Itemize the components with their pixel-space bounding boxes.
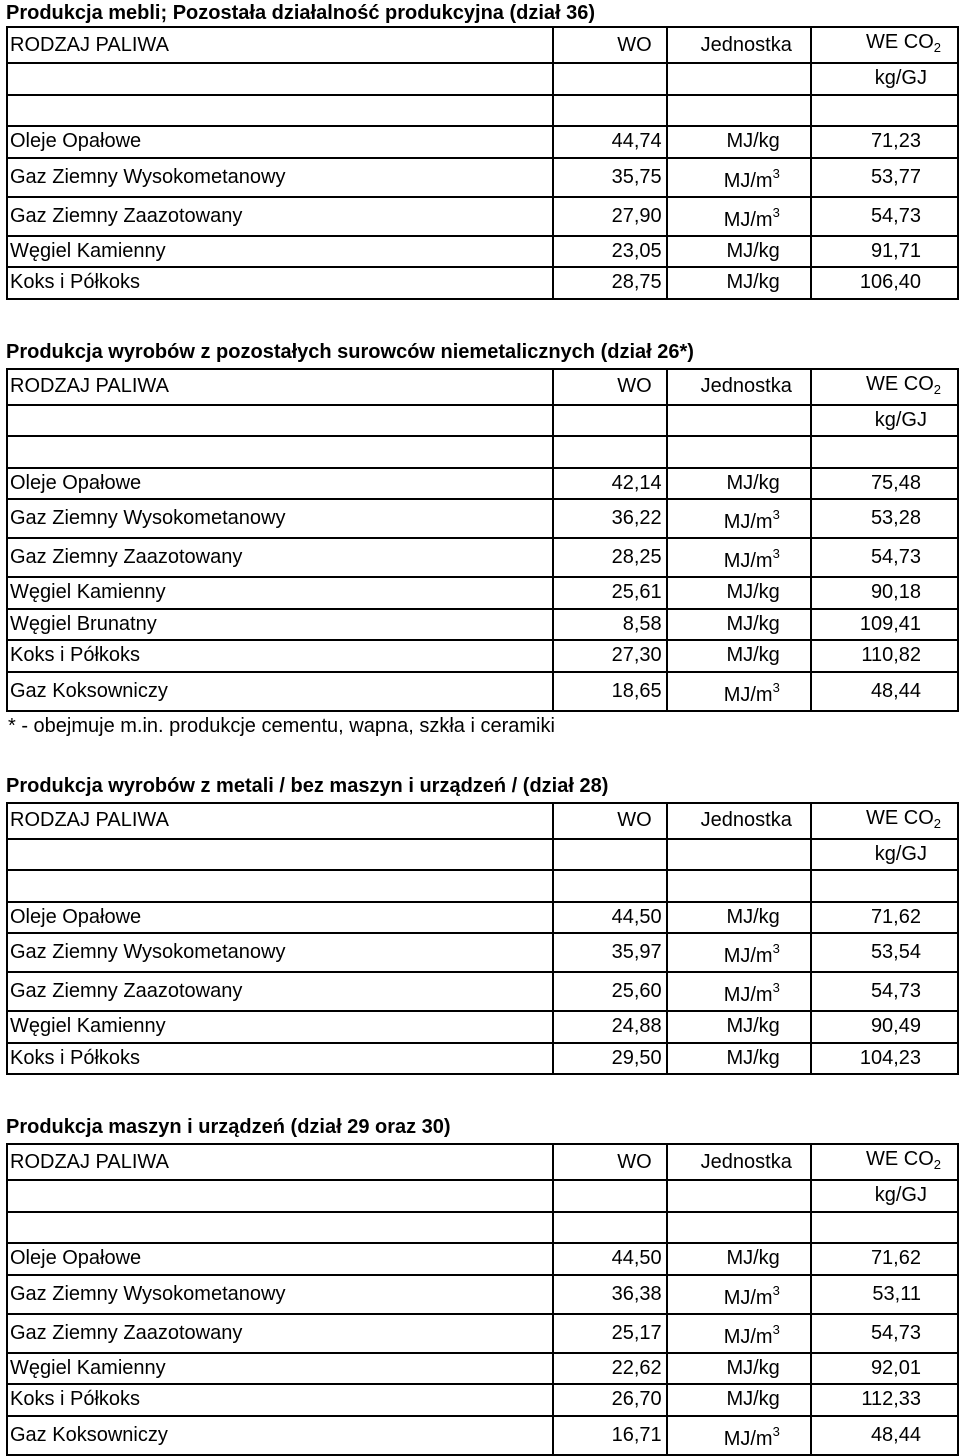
fuel-name: Oleje Opałowe [7, 1243, 553, 1275]
header-fuel-type: RODZAJ PALIWA [7, 27, 553, 63]
fuel-name: Gaz Ziemny Zaazotowany [7, 538, 553, 577]
fuel-name: Gaz Ziemny Wysokometanowy [7, 933, 553, 972]
unit-cell [667, 197, 811, 236]
empty-cell [7, 95, 553, 127]
unit-label: MJ/m [723, 208, 773, 231]
unit-cell [667, 1314, 811, 1353]
wo-value: 23,05 [553, 236, 667, 268]
header-we-unit: kg/GJ [811, 1180, 958, 1212]
footnote: * - obejmuje m.in. produkcje cementu, wapna, szkła i ceramiki [8, 714, 555, 737]
section-title: Produkcja maszyn i urządzeń (dział 29 oraz 30) [6, 1116, 451, 1138]
blank-row [7, 1212, 958, 1244]
table-row [7, 1416, 958, 1455]
unit-label: MJ/kg [726, 239, 780, 262]
unit-cell [667, 1043, 811, 1075]
fuel-name: Węgiel Kamienny [7, 1011, 553, 1043]
header-fuel-type: RODZAJ PALIWA [7, 803, 553, 839]
we-value: 104,23 [811, 1043, 958, 1075]
header-unit: Jednostka [667, 369, 811, 405]
we-value: 54,73 [811, 538, 958, 577]
table-row [7, 609, 958, 641]
fuel-name: Gaz Ziemny Zaazotowany [7, 1314, 553, 1353]
empty-cell [667, 405, 811, 437]
table-row [7, 1384, 958, 1416]
table-row [7, 538, 958, 577]
wo-value: 42,14 [553, 468, 667, 500]
fuel-name: Gaz Ziemny Zaazotowany [7, 972, 553, 1011]
fuel-table [6, 26, 959, 300]
wo-value: 29,50 [553, 1043, 667, 1075]
empty-cell [811, 436, 958, 468]
unit-cell [667, 972, 811, 1011]
header-unit: Jednostka [667, 803, 811, 839]
header-wo: WO [553, 803, 667, 839]
unit-label: MJ/kg [726, 471, 780, 494]
empty-cell [553, 1212, 667, 1244]
we-value: 112,33 [811, 1384, 958, 1416]
section-1 [6, 0, 958, 300]
empty-cell [667, 839, 811, 871]
we-value: 54,73 [811, 197, 958, 236]
wo-value: 25,60 [553, 972, 667, 1011]
fuel-name: Gaz Ziemny Zaazotowany [7, 197, 553, 236]
table-row [7, 499, 958, 538]
unit-superscript: 3 [772, 1321, 780, 1337]
we-value: 106,40 [811, 267, 958, 299]
unit-label: MJ/m [723, 169, 773, 192]
section-title: Produkcja mebli; Pozostała działalność produkcyjna (dział 36) [6, 2, 596, 24]
header-wo: WO [553, 27, 667, 63]
unit-label: MJ/kg [726, 1015, 780, 1038]
we-value: 92,01 [811, 1353, 958, 1385]
header-row [7, 27, 958, 63]
we-value: 109,41 [811, 609, 958, 641]
unit-label: MJ/kg [726, 271, 780, 294]
unit-label: MJ/m [723, 511, 773, 533]
section-title: Produkcja wyrobów z pozostałych surowców niemetalicznych (dział 26*) [6, 340, 694, 363]
fuel-name: Gaz Ziemny Wysokometanowy [7, 1275, 553, 1314]
we-value: 90,49 [811, 1011, 958, 1043]
table-row [7, 640, 958, 672]
wo-value: 24,88 [553, 1011, 667, 1043]
unit-superscript: 3 [772, 679, 780, 695]
unit-cell [667, 1243, 811, 1275]
table-row [7, 933, 958, 972]
fuel-table [6, 1143, 959, 1456]
wo-value: 28,75 [553, 267, 667, 299]
table-row [7, 236, 958, 268]
unit-cell [667, 1011, 811, 1043]
empty-cell [811, 1212, 958, 1244]
fuel-name: Węgiel Brunatny [7, 609, 553, 641]
unit-label: MJ/kg [726, 1046, 780, 1069]
header-we-subscript: 2 [933, 1157, 941, 1172]
unit-label: MJ/kg [726, 1356, 780, 1379]
empty-cell [7, 839, 553, 871]
table-row [7, 197, 958, 236]
header-we-subscript: 2 [933, 815, 941, 831]
unit-cell [667, 126, 811, 158]
wo-value: 8,58 [553, 609, 667, 641]
table-row [7, 1243, 958, 1275]
wo-value: 27,30 [553, 640, 667, 672]
unit-cell [667, 672, 811, 711]
wo-value: 28,25 [553, 538, 667, 577]
unit-superscript: 3 [772, 1423, 780, 1439]
unit-cell [667, 499, 811, 538]
we-value: 54,73 [811, 972, 958, 1011]
fuel-name: Węgiel Kamienny [7, 236, 553, 268]
header-we-co2 [811, 27, 958, 63]
header-row [7, 1144, 958, 1180]
unit-cell [667, 640, 811, 672]
unit-cell [667, 1353, 811, 1385]
we-value: 53,77 [811, 158, 958, 197]
fuel-name: Oleje Opałowe [7, 126, 553, 158]
wo-value: 35,75 [553, 158, 667, 197]
wo-value: 25,61 [553, 577, 667, 609]
header-we-co2 [811, 1144, 958, 1180]
fuel-name: Węgiel Kamienny [7, 577, 553, 609]
unit-cell [667, 1384, 811, 1416]
we-value: 75,48 [811, 468, 958, 500]
unit-superscript: 3 [772, 546, 780, 561]
wo-value: 18,65 [553, 672, 667, 711]
unit-superscript: 3 [772, 165, 780, 181]
unit-superscript: 3 [772, 941, 780, 956]
empty-cell [667, 63, 811, 95]
empty-cell [553, 95, 667, 127]
unit-cell [667, 236, 811, 268]
header-unit: Jednostka [667, 27, 811, 63]
empty-cell [7, 870, 553, 902]
wo-value: 44,50 [553, 902, 667, 934]
wo-value: 25,17 [553, 1314, 667, 1353]
unit-label: MJ/kg [726, 130, 780, 153]
table-row [7, 577, 958, 609]
unit-cell [667, 267, 811, 299]
table-row [7, 972, 958, 1011]
fuel-name: Węgiel Kamienny [7, 1353, 553, 1385]
table-row [7, 126, 958, 158]
empty-cell [7, 405, 553, 437]
fuel-name: Koks i Półkoks [7, 1043, 553, 1075]
wo-value: 35,97 [553, 933, 667, 972]
unit-label: MJ/m [723, 550, 773, 572]
header-we-label: WE CO [865, 372, 934, 395]
fuel-table [6, 368, 959, 712]
fuel-name: Koks i Półkoks [7, 640, 553, 672]
empty-cell [7, 1212, 553, 1244]
unit-cell [667, 609, 811, 641]
section-4 [6, 1111, 958, 1456]
table-row [7, 158, 958, 197]
we-value: 48,44 [811, 1416, 958, 1455]
header-fuel-type: RODZAJ PALIWA [7, 369, 553, 405]
empty-cell [553, 63, 667, 95]
fuel-name: Koks i Półkoks [7, 1384, 553, 1416]
fuel-name: Oleje Opałowe [7, 468, 553, 500]
unit-superscript: 3 [772, 1282, 780, 1298]
table-row [7, 1043, 958, 1075]
header-row [7, 803, 958, 839]
wo-value: 44,50 [553, 1243, 667, 1275]
header-row [7, 369, 958, 405]
empty-cell [553, 870, 667, 902]
header-we-co2 [811, 803, 958, 839]
unit-cell [667, 577, 811, 609]
header-wo: WO [553, 369, 667, 405]
empty-cell [667, 1212, 811, 1244]
wo-value: 26,70 [553, 1384, 667, 1416]
fuel-name: Gaz Ziemny Wysokometanowy [7, 158, 553, 197]
we-value: 91,71 [811, 236, 958, 268]
unit-superscript: 3 [772, 507, 780, 522]
unit-cell [667, 468, 811, 500]
empty-cell [7, 436, 553, 468]
we-value: 48,44 [811, 672, 958, 711]
fuel-name: Oleje Opałowe [7, 902, 553, 934]
we-value: 110,82 [811, 640, 958, 672]
wo-value: 36,38 [553, 1275, 667, 1314]
unit-superscript: 3 [772, 980, 780, 995]
empty-cell [553, 405, 667, 437]
empty-cell [667, 870, 811, 902]
table-row [7, 902, 958, 934]
we-value: 71,62 [811, 1243, 958, 1275]
header-we-label: WE CO [865, 31, 934, 53]
table-row [7, 267, 958, 299]
unit-label: MJ/kg [726, 581, 780, 604]
unit-cell [667, 1275, 811, 1314]
empty-cell [667, 95, 811, 127]
header-we-unit: kg/GJ [811, 63, 958, 95]
header-we-subscript: 2 [933, 381, 941, 397]
we-value: 54,73 [811, 1314, 958, 1353]
empty-cell [7, 1180, 553, 1212]
empty-cell [553, 1180, 667, 1212]
section-2 [6, 336, 958, 740]
blank-row [7, 95, 958, 127]
blank-row [7, 436, 958, 468]
header-unit-row [7, 63, 958, 95]
header-we-subscript: 2 [933, 40, 941, 55]
header-fuel-type: RODZAJ PALIWA [7, 1144, 553, 1180]
fuel-name: Gaz Koksowniczy [7, 1416, 553, 1455]
unit-cell [667, 1416, 811, 1455]
unit-label: MJ/kg [726, 612, 780, 635]
header-we-unit: kg/GJ [811, 839, 958, 871]
header-we-co2 [811, 369, 958, 405]
fuel-table [6, 802, 959, 1076]
table-row [7, 1275, 958, 1314]
table-row [7, 468, 958, 500]
header-unit-row [7, 839, 958, 871]
wo-value: 44,74 [553, 126, 667, 158]
unit-cell [667, 158, 811, 197]
empty-cell [811, 95, 958, 127]
table-row [7, 1314, 958, 1353]
section-3 [6, 770, 958, 1076]
header-unit: Jednostka [667, 1144, 811, 1180]
table-row [7, 672, 958, 711]
fuel-name: Gaz Ziemny Wysokometanowy [7, 499, 553, 538]
unit-cell [667, 902, 811, 934]
fuel-name: Gaz Koksowniczy [7, 672, 553, 711]
empty-cell [667, 1180, 811, 1212]
we-value: 71,23 [811, 126, 958, 158]
unit-label: MJ/kg [726, 905, 780, 928]
wo-value: 16,71 [553, 1416, 667, 1455]
unit-superscript: 3 [772, 204, 780, 220]
empty-cell [553, 436, 667, 468]
table-row [7, 1011, 958, 1043]
unit-cell [667, 933, 811, 972]
fuel-name: Koks i Półkoks [7, 267, 553, 299]
table-row [7, 1353, 958, 1385]
unit-label: MJ/m [723, 1325, 773, 1348]
document [6, 0, 958, 1456]
wo-value: 27,90 [553, 197, 667, 236]
blank-row [7, 870, 958, 902]
unit-label: MJ/kg [726, 644, 780, 667]
wo-value: 36,22 [553, 499, 667, 538]
empty-cell [811, 870, 958, 902]
empty-cell [667, 436, 811, 468]
section-title: Produkcja wyrobów z metali / bez maszyn i urządzeń / (dział 28) [6, 774, 609, 797]
we-value: 53,11 [811, 1275, 958, 1314]
unit-label: MJ/m [723, 1427, 773, 1450]
header-we-label: WE CO [865, 1148, 934, 1170]
unit-label: MJ/kg [726, 1388, 780, 1411]
unit-label: MJ/kg [726, 1247, 780, 1270]
wo-value: 22,62 [553, 1353, 667, 1385]
header-wo: WO [553, 1144, 667, 1180]
header-unit-row [7, 405, 958, 437]
we-value: 90,18 [811, 577, 958, 609]
unit-label: MJ/m [723, 945, 773, 967]
unit-label: MJ/m [723, 984, 773, 1006]
unit-label: MJ/m [723, 683, 773, 706]
header-unit-row [7, 1180, 958, 1212]
empty-cell [553, 839, 667, 871]
unit-cell [667, 538, 811, 577]
unit-label: MJ/m [723, 1286, 773, 1309]
we-value: 53,54 [811, 933, 958, 972]
empty-cell [7, 63, 553, 95]
header-we-label: WE CO [865, 806, 934, 829]
we-value: 71,62 [811, 902, 958, 934]
we-value: 53,28 [811, 499, 958, 538]
header-we-unit: kg/GJ [811, 405, 958, 437]
